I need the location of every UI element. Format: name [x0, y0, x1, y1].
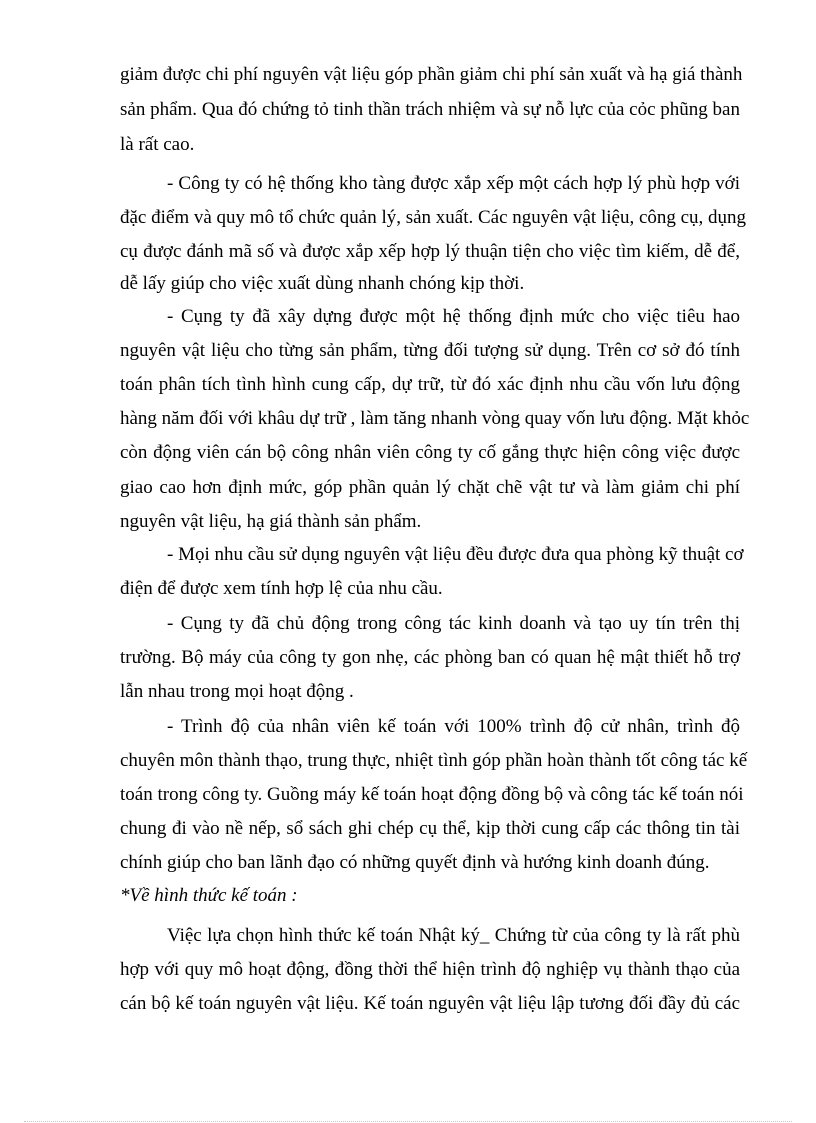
text-line: Việc lựa chọn hình thức kế toán Nhật ký_ Chứng từ của công ty là rất phù	[167, 925, 740, 946]
text-line: chung đi vào nề nếp, sổ sách ghi chép cụ thể, kịp thời cung cấp các thông tin tài	[120, 818, 740, 839]
text-line: đặc điểm và quy mô tổ chức quản lý, sản xuất. Các nguyên vật liệu, công cụ, dụng	[120, 207, 747, 228]
text-line: - Mọi nhu cầu sử dụng nguyên vật liệu đều được đưa qua phòng kỹ thuật cơ	[167, 544, 744, 565]
text-line: - Trình độ của nhân viên kế toán với 100% trình độ cử nhân, trình độ	[167, 716, 740, 737]
section-heading: *Về hình thức kế toán :	[120, 885, 298, 906]
text-line: - Công ty có hệ thống kho tàng được xắp xếp một cách hợp lý phù hợp với	[167, 173, 740, 194]
text-line: chính giúp cho ban lãnh đạo có những quyết định và hướng kinh doanh đúng.	[120, 852, 710, 873]
text-line: lẫn nhau trong mọi hoạt động .	[120, 681, 354, 702]
text-line: chuyên môn thành thạo, trung thực, nhiệt tình góp phần hoàn thành tốt công tác kế	[120, 750, 748, 771]
text-line: - Cụng ty đã xây dựng được một hệ thống định mức cho việc tiêu hao	[167, 306, 740, 327]
text-line: toán trong công ty. Guồng máy kế toán hoạt động đồng bộ và công tác kế toán nói	[120, 784, 744, 805]
text-line: toán phân tích tình hình cung cấp, dự trữ, từ đó xác định nhu cầu vốn lưu động	[120, 374, 740, 395]
text-line: hợp với quy mô hoạt động, đồng thời thể hiện trình độ nghiệp vụ thành thạo của	[120, 959, 740, 980]
text-line: là rất cao.	[120, 134, 195, 155]
text-line: nguyên vật liệu, hạ giá thành sản phẩm.	[120, 511, 422, 532]
text-line: còn động viên cán bộ công nhân viên công ty cố gắng thực hiện công việc được	[120, 442, 740, 463]
text-line: cụ được đánh mã số và được xắp xếp hợp lý thuận tiện cho việc tìm kiếm, dễ để,	[120, 241, 740, 262]
text-line: hàng năm đối với khâu dự trữ , làm tăng nhanh vòng quay vốn lưu động. Mặt khỏc	[120, 408, 750, 429]
text-line: trường. Bộ máy của công ty gon nhẹ, các phòng ban có quan hệ mật thiết hỗ trợ	[120, 647, 740, 668]
page-bottom-divider	[24, 1121, 792, 1122]
text-line: sản phẩm. Qua đó chứng tỏ tinh thần trách nhiệm và sự nỗ lực của cỏc phũng ban	[120, 99, 740, 120]
text-line: cán bộ kế toán nguyên vật liệu. Kế toán nguyên vật liệu lập tương đối đầy đủ các	[120, 993, 740, 1014]
text-line: nguyên vật liệu cho từng sản phẩm, từng đối tượng sử dụng. Trên cơ sở đó tính	[120, 340, 740, 361]
text-line: - Cụng ty đã chủ động trong công tác kinh doanh và tạo uy tín trên thị	[167, 613, 740, 634]
text-line: dễ lấy giúp cho việc xuất dùng nhanh chóng kịp thời.	[120, 273, 525, 294]
text-line: giao cao hơn định mức, góp phần quản lý chặt chẽ vật tư và làm giảm chi phí	[120, 477, 740, 498]
text-line: giảm được chi phí nguyên vật liệu góp phần giảm chi phí sản xuất và hạ giá thành	[120, 64, 743, 85]
text-line: điện để được xem tính hợp lệ của nhu cầu.	[120, 578, 443, 599]
